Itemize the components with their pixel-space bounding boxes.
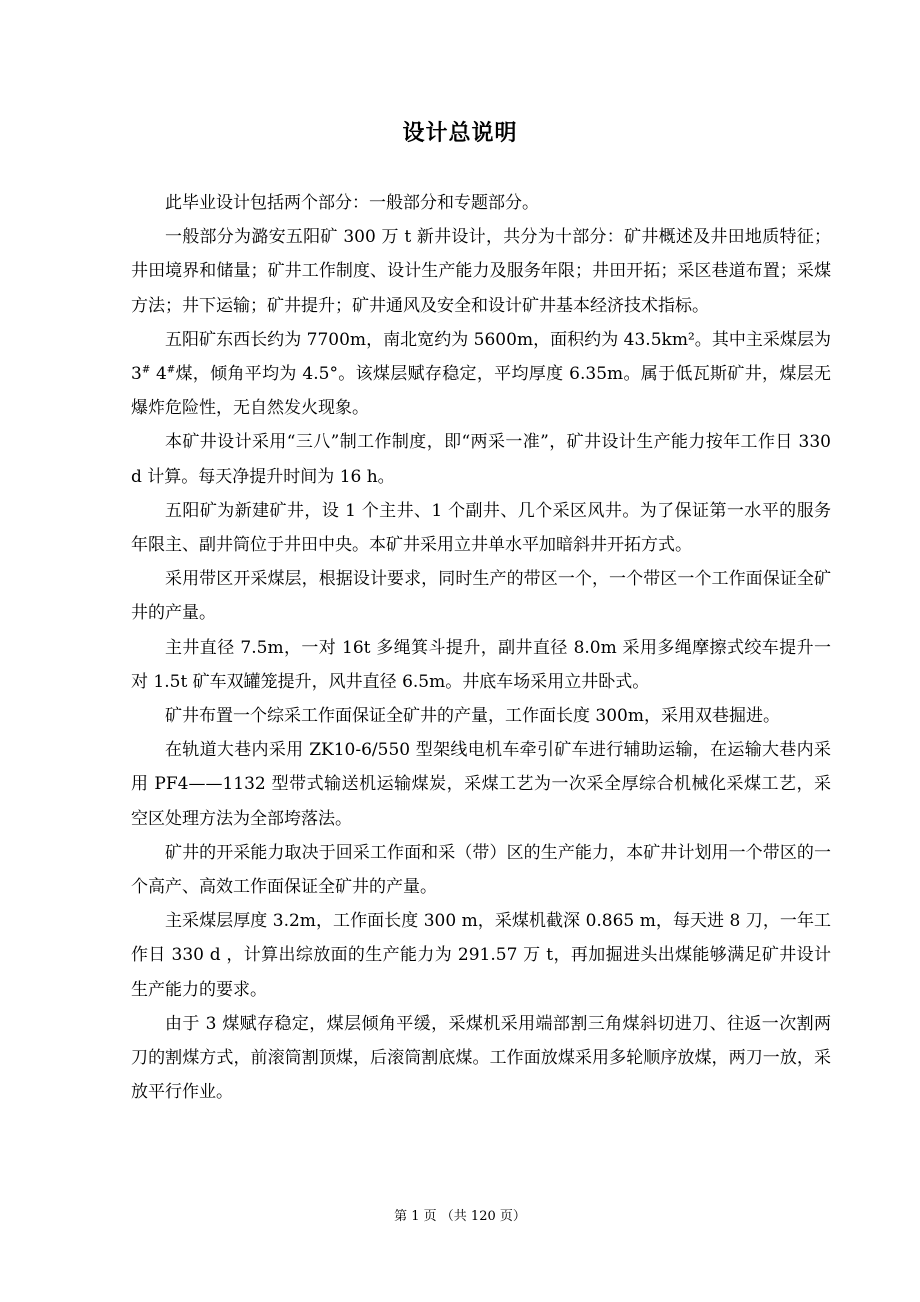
body-text [131,186,831,1109]
paragraph-9: 在轨道大巷内采用 ZK10-6/550 型架线电机车牵引矿车进行辅助运输，在运输大巷内采用 PF4——1132 型带式输送机运输煤炭，采煤工艺为一次采全厚综合机械化采煤工艺，采空区处理方法为全部垮落法。 [131,740,831,829]
paragraph-1: 此毕业设计包括两个部分：一般部分和专题部分。 [165,193,539,213]
paragraph-10: 矿井的开采能力取决于回采工作面和采（带）区的生产能力，本矿井计划用一个带区的一个高产、高效工作面保证全矿井的产量。 [131,842,831,898]
paragraph-5: 五阳矿为新建矿井，设 1 个主井、1 个副井、几个采区风井。为了保证第一水平的服务年限主、副井筒位于井田中央。本矿井采用立井单水平加暗斜井开拓方式。 [131,500,831,556]
paragraph-2: 一般部分为潞安五阳矿 300 万 t 新井设计，共分为十部分：矿井概述及井田地质特征；井田境界和储量；矿井工作制度、设计生产能力及服务年限；井田开拓；采区巷道布置；采煤方法；井下运输；矿井提升；矿井通风及安全和设计矿井基本经济技术指标。 [131,227,831,316]
paragraph-8: 矿井布置一个综采工作面保证全矿井的产量，工作面长度 300m，采用双巷掘进。 [165,706,780,727]
paragraph-12: 由于 3 煤赋存稳定，煤层倾角平缓，采煤机采用端部割三角煤斜切进刀、往返一次割两刀的割煤方式，前滚筒割顶煤，后滚筒割底煤。工作面放煤采用多轮顺序放煤，两刀一放，采放平行作业。 [131,1013,831,1103]
paragraph-3: 五阳矿东西长约为 7700m，南北宽约为 5600m，面积约为 43.5km²。其中主采煤层为 3# 4#煤，倾角平均为 4.5°。该煤层赋存稳定，平均厚度 6.35m。属于低瓦斯矿井，煤层无爆炸危险性，无自然发火现象。 [131,329,831,419]
seam-number-mark: # [141,364,151,376]
seam-number-mark: # [166,364,176,376]
page-footer: 第 1 页 （共 120 页） [394,1209,526,1224]
paragraph-11: 主采煤层厚度 3.2m，工作面长度 300 m，采煤机截深 0.865 m，每天进 8 刀，一年工作日 330 d ，计算出综放面的生产能力为 291.57 万 t，再加掘进头出煤能够满足矿井设计生产能力的要求。 [131,911,831,1000]
paragraph-7: 主井直径 7.5m，一对 16t 多绳箕斗提升，副井直径 8.0m 采用多绳摩擦式绞车提升一对 1.5t 矿车双罐笼提升，风井直径 6.5m。井底车场采用立井卧式。 [131,637,831,692]
page-title: 设计总说明 [402,121,518,146]
paragraph-6: 采用带区开采煤层，根据设计要求，同时生产的带区一个，一个带区一个工作面保证全矿井的产量。 [131,569,831,624]
paragraph-4: 本矿井设计采用“三八”制工作制度，即“两采一准”，矿井设计生产能力按年工作日 330 d 计算。每天净提升时间为 16 h。 [131,432,831,487]
